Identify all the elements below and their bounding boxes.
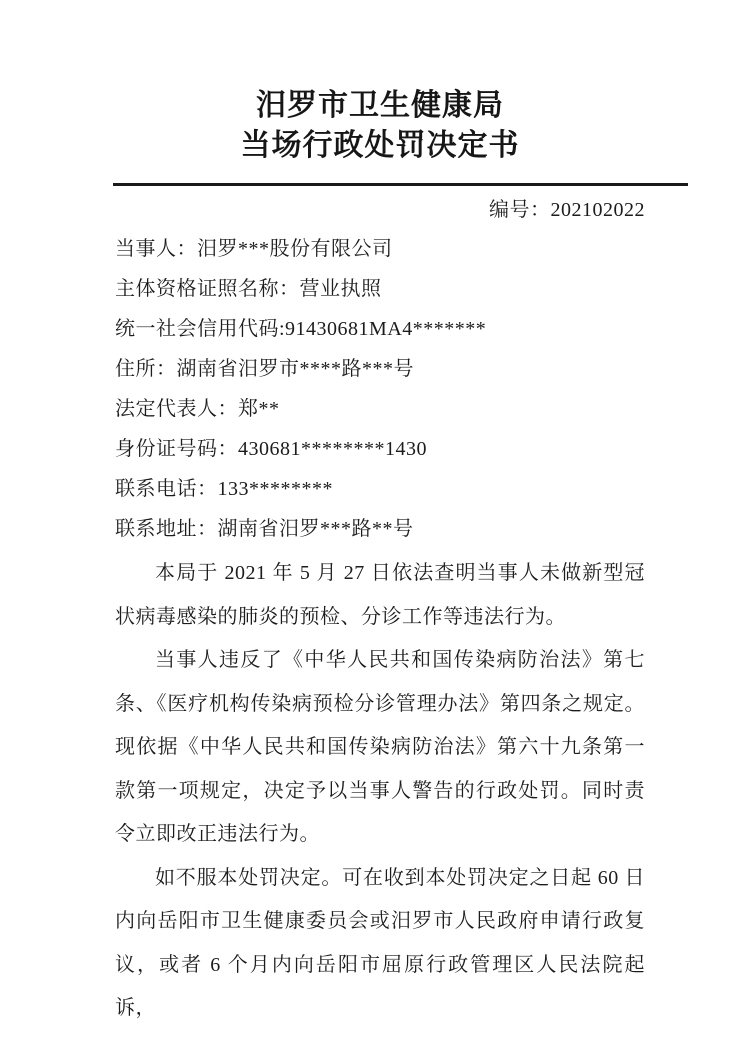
- field-address: 住所：湖南省汨罗市****路***号: [115, 358, 414, 380]
- decision-body: [115, 552, 645, 1031]
- paragraph-appeal-rights: 如不服本处罚决定。可在收到本处罚决定之日起 60 日内向岳阳市卫生健康委员会或汨罗市人民政府申请行政复议，或者 6 个月内向岳阳市屈原行政管理区人民法院起诉，: [115, 866, 645, 1019]
- document-number: 编号：202102022: [489, 199, 645, 221]
- document-title-line1: 汨罗市卫生健康局: [256, 89, 504, 122]
- field-credit-code: 统一社会信用代码:91430681MA4*******: [115, 318, 487, 340]
- party-info-section: [115, 229, 645, 549]
- title-divider-rule: [113, 183, 688, 186]
- field-contact-address: 联系地址：湖南省汨罗***路**号: [115, 518, 414, 540]
- field-phone: 联系电话：133********: [115, 478, 333, 500]
- document-title-line2: 当场行政处罚决定书: [240, 129, 520, 162]
- field-license-type: 主体资格证照名称：营业执照: [115, 278, 382, 300]
- field-legal-representative: 法定代表人：郑**: [115, 398, 280, 420]
- paragraph-findings: 本局于 2021 年 5 月 27 日依法查明当事人未做新型冠状病毒感染的肺炎的预检、分诊工作等违法行为。: [115, 562, 645, 628]
- document-title: [115, 86, 645, 166]
- paragraph-legal-basis: 当事人违反了《中华人民共和国传染病防治法》第七条、《医疗机构传染病预检分诊管理办法》第四条之规定。现依据《中华人民共和国传染病防治法》第六十九条第一款第一项规定，决定予以当事人警告的行政处罚。同时责令立即改正违法行为。: [115, 649, 645, 845]
- field-id-number: 身份证号码：430681********1430: [115, 438, 427, 460]
- field-party-name: 当事人：汨罗***股份有限公司: [115, 238, 393, 260]
